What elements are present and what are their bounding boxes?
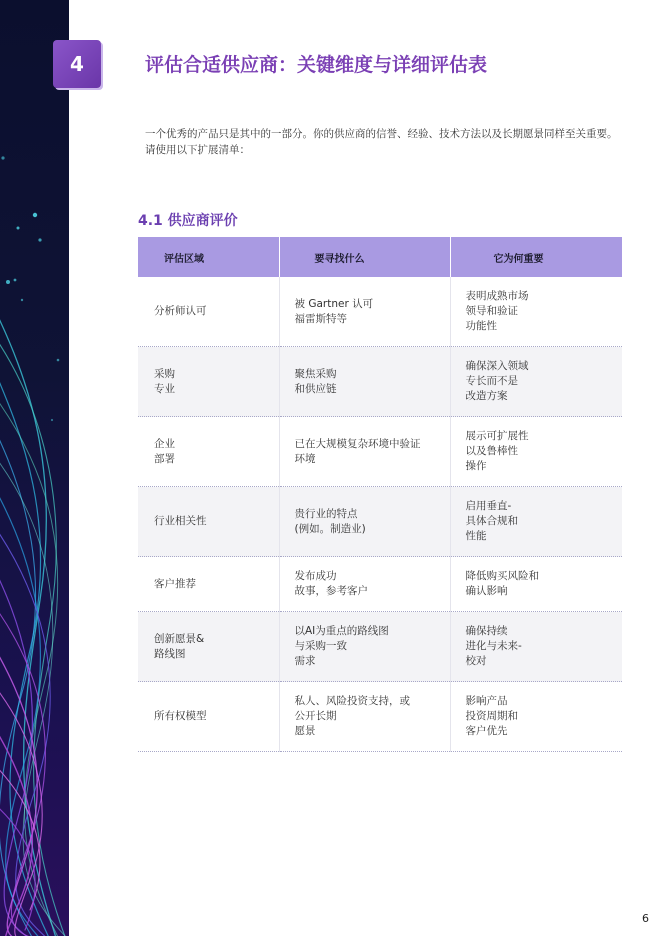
cell-why: 降低购买风险和 确认影响	[450, 557, 622, 612]
cell-why: 表明成熟市场 领导和验证 功能性	[450, 277, 622, 347]
chapter-number-badge	[53, 40, 101, 88]
intro-paragraph: 一个优秀的产品只是其中的一部分。你的供应商的信誉、经验、技术方法以及长期愿景同样至关重要。请使用以下扩展清单：	[145, 128, 618, 156]
supplier-evaluation-table-container	[138, 237, 622, 752]
table-row	[138, 347, 622, 417]
page-title: 评估合适供应商：关键维度与详细评估表	[145, 54, 488, 76]
table-row	[138, 612, 622, 682]
cell-why: 启用垂直- 具体合规和 性能	[450, 487, 622, 557]
cell-look-for: 以AI为重点的路线图 与采购一致 需求	[279, 612, 450, 682]
table-row	[138, 277, 622, 347]
cell-area: 创新愿景& 路线图	[138, 612, 279, 682]
cell-look-for: 被 Gartner 认可 福雷斯特等	[279, 277, 450, 347]
cell-look-for: 已在大规模复杂环境中验证 环境	[279, 417, 450, 487]
table-row	[138, 557, 622, 612]
cell-area: 客户推荐	[138, 557, 279, 612]
cell-area: 分析师认可	[138, 277, 279, 347]
cell-why: 展示可扩展性 以及鲁棒性 操作	[450, 417, 622, 487]
table-row	[138, 487, 622, 557]
column-header-look-for: 要寻找什么	[279, 237, 450, 277]
page-number: 6	[642, 912, 649, 925]
cell-area: 企业 部署	[138, 417, 279, 487]
table-header-row	[138, 237, 622, 277]
cell-look-for: 聚焦采购 和供应链	[279, 347, 450, 417]
decorative-side-strip	[0, 0, 69, 936]
section-heading: 4.1 供应商评价	[138, 213, 238, 229]
supplier-evaluation-table	[138, 237, 622, 752]
chapter-number: 4	[70, 52, 84, 76]
cell-area: 行业相关性	[138, 487, 279, 557]
cell-why: 确保持续 进化与未来- 校对	[450, 612, 622, 682]
cell-look-for: 私人、风险投资支持，或 公开长期 愿景	[279, 682, 450, 752]
column-header-why: 它为何重要	[450, 237, 622, 277]
cell-why: 影响产品 投资周期和 客户优先	[450, 682, 622, 752]
cell-area: 采购 专业	[138, 347, 279, 417]
cell-look-for: 发布成功 故事，参考客户	[279, 557, 450, 612]
cell-area: 所有权模型	[138, 682, 279, 752]
table-row	[138, 682, 622, 752]
cell-look-for: 贵行业的特点 (例如。制造业)	[279, 487, 450, 557]
cell-why: 确保深入领域 专长而不是 改造方案	[450, 347, 622, 417]
light-trails-graphic	[0, 0, 69, 936]
column-header-area: 评估区域	[138, 237, 279, 277]
table-row	[138, 417, 622, 487]
